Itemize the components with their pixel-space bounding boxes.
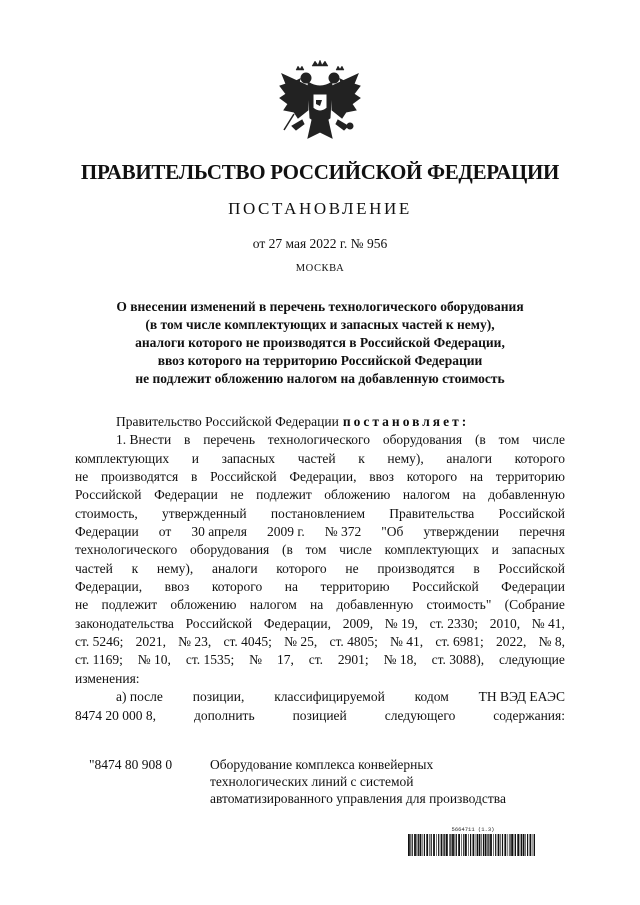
body-word: Федерации [75,524,139,540]
body-word: к [358,450,365,466]
body-word: налогом [249,597,297,613]
body-word: аналоги [212,560,258,576]
body-word: Российской [185,615,253,631]
body-word: № 23, [178,634,212,650]
body-word: следующего [384,707,456,723]
subject-line: О внесении изменений в перечень технологического оборудования [116,299,524,314]
body-line [75,450,565,468]
body-word: ст. 4045; [223,634,272,650]
body-word: 1. Внести [116,432,172,448]
body-word: обложению [170,597,237,613]
body-word: комплектующих [384,542,479,558]
body-word: 2901; [337,652,369,668]
barcode-image [408,834,538,856]
barcode-number: 5664711 (1.3) [451,826,495,833]
body-word: позицией [292,707,347,723]
body-word: на [284,579,298,595]
body-word: технологического [75,542,178,558]
body-word: в [473,560,480,576]
body-word: 2021, [135,634,166,650]
body-word: Федерации, [263,615,331,631]
body-word: ст. 5246; [75,634,124,650]
body-line [75,468,565,486]
preamble-text: Правительство Российской Федерации [116,414,339,429]
body-word: в [190,469,198,485]
body-word: № 41, [390,634,424,650]
body-word: Российской [75,487,142,503]
entry-description-line: автоматизированного управления для производства [210,791,506,806]
entry-description-line: Оборудование комплекса конвейерных [210,757,434,772]
body-word: подлежит [101,597,158,613]
body-word: нему), [156,560,194,576]
document-type: ПОСТАНОВЛЕНИЕ [228,199,412,218]
body-line [75,505,565,523]
body-word: следующие [499,652,565,668]
body-line [75,431,565,449]
body-word: ст. 4805; [329,634,378,650]
body-word: Федерации [154,487,218,503]
body-line [75,486,565,504]
body-word: № 18, [383,652,417,668]
body-word: Федерации, [289,469,357,485]
body-word: оборудования [189,542,270,558]
body-word: № 19, [384,615,418,631]
body-word: ст. 3088), [431,652,485,668]
body-word: не [75,597,89,613]
government-title: ПРАВИТЕЛЬСТВО РОССИЙСКОЙ ФЕДЕРАЦИИ [80,160,560,184]
body-word: № [249,652,263,668]
body-word: территорию [320,579,390,595]
body-word: том [498,432,520,448]
body-word: частей [75,560,113,576]
body-word: № 41, [531,615,565,631]
body-word: и [191,450,200,466]
body-word: 30 апреля [191,524,247,540]
body-word: ст. 1169; [75,652,123,668]
body-word: которого [406,469,458,485]
body-word: Федерации [501,579,565,595]
body-word: позиции, [192,689,245,705]
body-word: Федерации, [75,579,143,595]
body-word: ст. 6981; [435,634,484,650]
body-paragraphs [75,431,565,725]
body-word: добавленную [336,597,414,613]
body-line [75,651,565,669]
body-word: к [131,560,139,576]
body-word: 2009 г. [266,524,305,540]
body-word: Российской [498,560,565,576]
body-word: изменения: [75,670,140,686]
coat-of-arms-emblem [272,56,368,152]
body-word: Российской [498,505,565,521]
body-line [75,541,565,559]
body-word: том [305,542,327,558]
body-word: ввоз [164,579,190,595]
body-word: числе [339,542,372,558]
body-line [75,707,565,725]
document-body [75,413,565,725]
body-word: от [158,524,172,540]
entry-description [210,756,570,807]
body-word: ст. [308,652,323,668]
body-word: и [491,542,499,558]
body-word: кодом [414,689,449,705]
body-word: на [469,469,484,485]
body-word: не [75,469,89,485]
body-word: а) после [116,689,163,705]
body-word: постановлением [270,505,366,521]
subject-line: не подлежит обложению налогом на добавленную стоимость [135,371,505,386]
body-word: стоимость" [426,597,492,613]
body-line [75,670,565,688]
body-word: № 25, [284,634,318,650]
document-subject [60,298,580,388]
body-word: обложению [324,487,391,503]
barcode-block [408,826,538,856]
body-word: аналоги [446,450,492,466]
subject-line: аналоги которого не производятся в Российской Федерации, [135,335,505,350]
body-word: № 10, [137,652,171,668]
body-word: классифицируемой [274,689,385,705]
body-word: утвержденный [161,505,247,521]
entry-code: "8474 80 908 0 [89,757,173,772]
preamble-line [75,413,565,431]
body-word: на [462,487,476,503]
body-word: числе [532,432,565,448]
body-word: ст. 1535; [185,652,235,668]
body-word: запасных [221,450,276,466]
body-word: перечень [203,432,255,448]
body-word: содержания: [493,707,565,723]
body-word: законодательства [75,615,174,631]
body-word: дополнить [193,707,255,723]
body-word: Российской [210,469,277,485]
body-word: ст. 2330; [429,615,479,631]
body-word: нему), [387,450,424,466]
body-word: производятся [377,560,455,576]
body-word: частей [297,450,336,466]
body-word: добавленную [488,487,565,503]
body-line [75,688,565,706]
body-word: № 372 [324,524,362,540]
body-word: Российской [412,579,479,595]
body-word: стоимость, [75,505,138,521]
body-word: Правительства [389,505,475,521]
body-line [75,615,565,633]
document-city: МОСКВА [295,263,345,274]
body-word: (в [474,432,486,448]
body-word: которого [514,450,565,466]
body-word: комплектующих [75,450,170,466]
body-word: 2010, [489,615,521,631]
subject-line: (в том числе комплектующих и запасных частей к нему), [145,317,495,332]
body-word: производятся [100,469,179,485]
body-word: запасных [511,542,565,558]
entry-description-line: технологических линий с системой [210,774,414,789]
body-word: подлежит [256,487,312,503]
body-word: 2009, [342,615,374,631]
body-word: в [184,432,191,448]
body-word: перечня [519,524,565,540]
body-line [75,523,565,541]
body-word: 2022, [495,634,527,650]
body-line [75,633,565,651]
body-word: ввоз [369,469,394,485]
body-word: технологического [267,432,370,448]
body-word: территорию [495,469,565,485]
subject-line: ввоз которого на территорию Российской Федерации [157,353,483,368]
body-word: № 8, [538,634,565,650]
body-word: которого [211,579,263,595]
body-word: на [310,597,324,613]
body-word: (Собрание [504,597,565,613]
body-word: не [345,560,359,576]
body-word: "Об [381,524,404,540]
body-word: (в [282,542,293,558]
body-word: утверждении [423,524,500,540]
document-date-number: от 27 мая 2022 г. № 956 [252,236,388,251]
body-word: 8474 20 000 8, [75,707,156,723]
body-word: налогом [402,487,450,503]
body-word: оборудования [382,432,463,448]
body-line [75,560,565,578]
body-word: которого [276,560,327,576]
preamble-resolves: постановляет: [342,414,470,429]
body-word: не [230,487,244,503]
body-word: ТН ВЭД ЕАЭС [478,689,565,705]
body-word: 17, [276,652,294,668]
body-line [75,596,565,614]
body-line [75,578,565,596]
